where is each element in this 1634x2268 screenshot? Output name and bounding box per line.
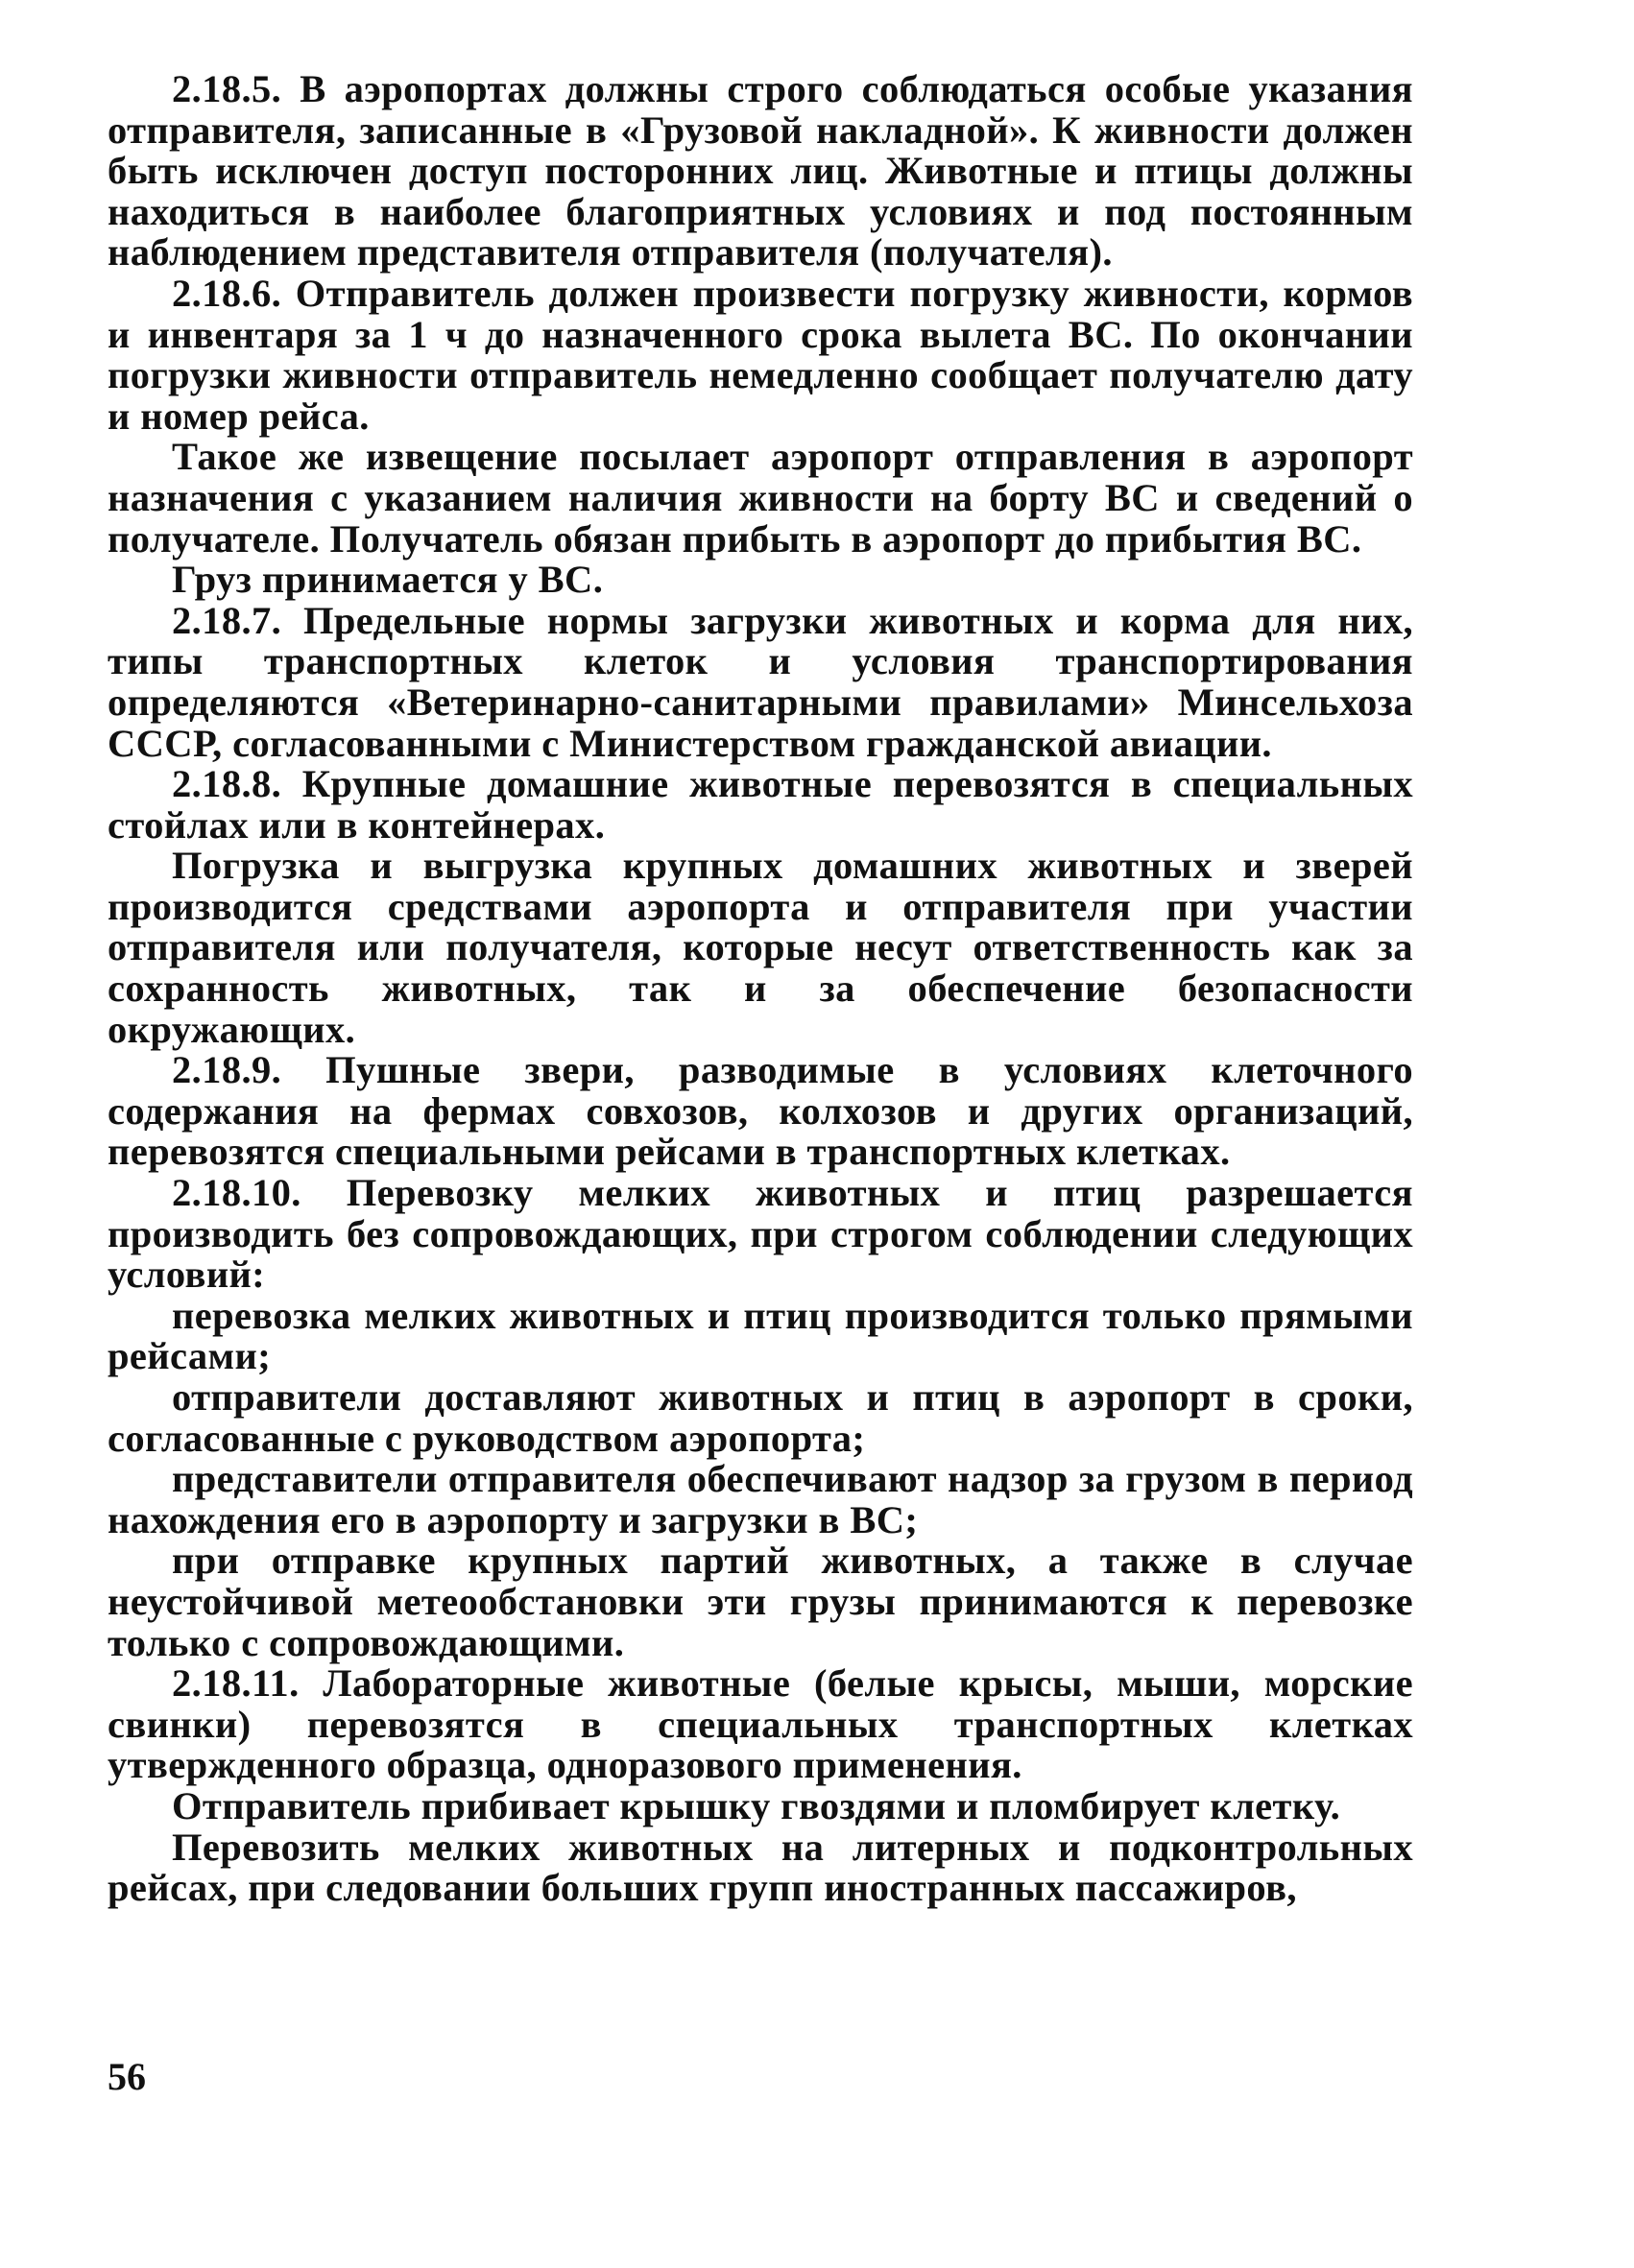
paragraph-2-18-8: 2.18.8. Крупные домашние животные перевозятся в специальных стойлах или в контейнерах. — [108, 762, 1413, 847]
paragraph-special-flights: Перевозить мелких животных на литерных и подконтрольных рейсах, при следовании больших групп иностранных пассажиров, — [108, 1825, 1413, 1910]
page-number: 56 — [108, 2055, 146, 2098]
condition-escort: при отправке крупных партий животных, а также в случае неустойчивой метеообстановки эти грузы принимаются к перевозке только с сопровождающими. — [108, 1539, 1413, 1664]
paragraph-2-18-11: 2.18.11. Лабораторные животные (белые крысы, мыши, морские свинки) перевозятся в специальных транспортных клетках утвержденного образца, одноразового применения. — [108, 1661, 1413, 1787]
paragraph-cargo-accepted: Груз принимается у ВС. — [172, 558, 604, 602]
paragraph-notification: Такое же извещение посылает аэропорт отправления в аэропорт назначения с указанием наличия живности на борту ВС и сведений о получателе. Получатель обязан прибыть в аэропорт до прибытия ВС. — [108, 435, 1413, 561]
paragraph-loading-unloading: Погрузка и выгрузка крупных домашних животных и зверей производится средствами аэропорта и отправителя при участии отправителя или получателя, которые несут ответственность как за сохранность животных, так и за обеспечение безопасности окружающих. — [108, 844, 1413, 1051]
paragraph-2-18-5: 2.18.5. В аэропортах должны строго соблюдаться особые указания отправителя, записанные в «Грузовой накладной». К живности должен быть исключен доступ посторонних лиц. Животные и птицы должны находиться в наиболее благоприятных условиях и под постоянным наблюдением представителя отправителя (получателя). — [108, 67, 1413, 275]
paragraph-2-18-9: 2.18.9. Пушные звери, разводимые в условиях клеточного содержания на фермах совхозов, колхозов и других организаций, перевозятся специальными рейсами в транспортных клетках. — [108, 1048, 1413, 1174]
paragraph-2-18-7: 2.18.7. Предельные нормы загрузки животных и корма для них, типы транспортных клеток и условия транспортирования определяются «Ветеринарно-санитарными правилами» Минсельхоза СССР, согласованными с Министерством гражданской авиации. — [108, 598, 1413, 765]
paragraph-2-18-6: 2.18.6. Отправитель должен произвести погрузку живности, кормов и инвентаря за 1 ч до назначенного срока вылета ВС. По окончании погрузки живности отправитель немедленно сообщает получателю дату и номер рейса. — [108, 271, 1413, 438]
paragraph-sealing: Отправитель прибивает крышку гвоздями и пломбирует клетку. — [172, 1783, 1341, 1827]
condition-delivery-terms: отправители доставляют животных и птиц в аэропорт в сроки, согласованные с руководством аэропорта; — [108, 1375, 1413, 1460]
page-body — [108, 69, 1413, 1909]
condition-supervision: представители отправителя обеспечивают надзор за грузом в период нахождения его в аэропорту и загрузки в ВС; — [108, 1457, 1413, 1541]
condition-direct-flights: перевозка мелких животных и птиц производится только прямыми рейсами; — [108, 1293, 1413, 1378]
paragraph-2-18-10: 2.18.10. Перевозку мелких животных и птиц разрешается производить без сопровождающих, при строгом соблюдении следующих условий: — [108, 1171, 1413, 1297]
